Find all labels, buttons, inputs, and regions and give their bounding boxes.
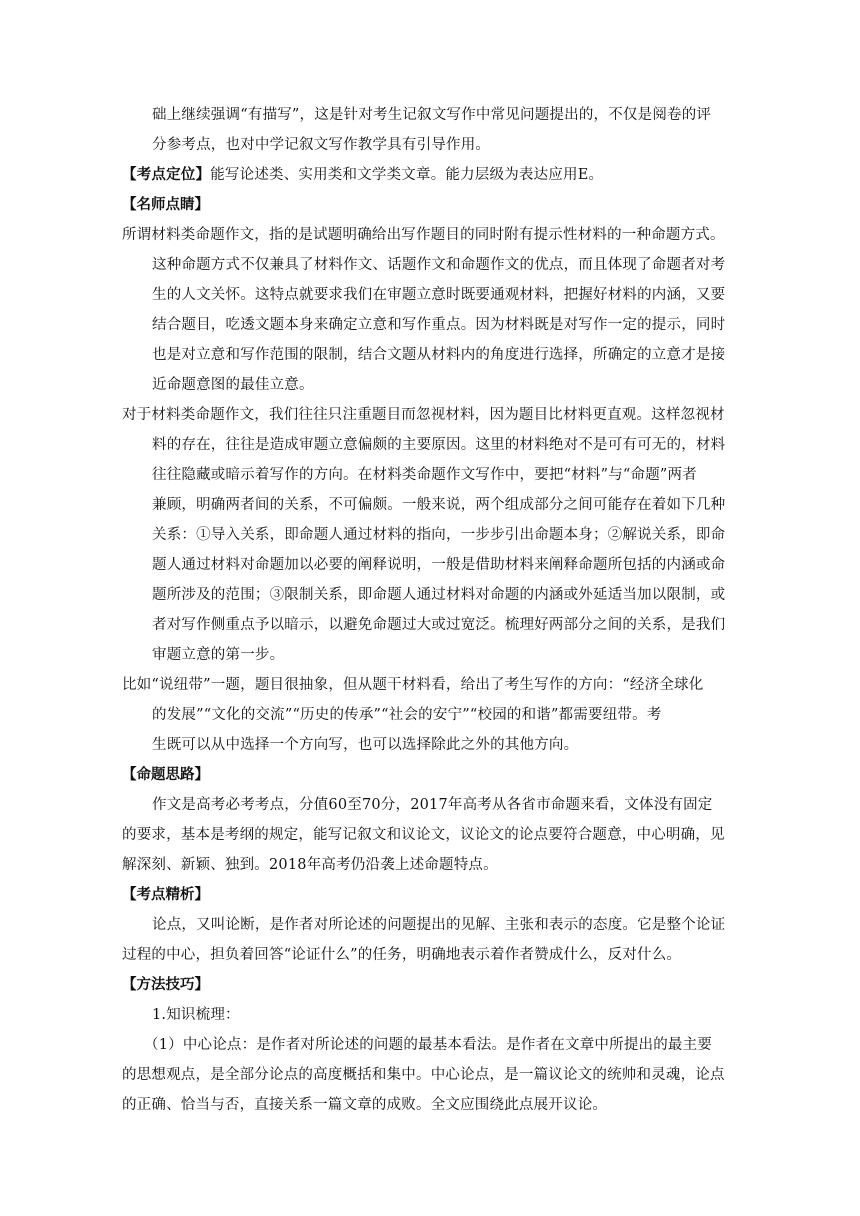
text-line: 的思想观点，是全部分论点的高度概括和集中。中心论点，是一篇议论文的统帅和灵魂，论点 bbox=[122, 1067, 725, 1083]
text-line: 题人通过材料对命题加以必要的阐释说明，一般是借助材料来阐释命题所包括的内涵或命 bbox=[152, 557, 726, 573]
paragraph-6 bbox=[122, 1030, 744, 1120]
paragraph-3 bbox=[122, 670, 744, 760]
text-line: 生既可以从中选择一个方向写，也可以选择除此之外的其他方向。 bbox=[152, 737, 579, 753]
list-item-1 bbox=[122, 1000, 744, 1030]
kaodian-jingxi-heading: 【考点精析】 bbox=[122, 886, 209, 903]
text-line: 关系：①导入关系，即命题人通过材料的指向，一步步引出命题本身；②解说关系，即命 bbox=[152, 527, 726, 543]
text-line: 也是对立意和写作范围的限制，结合文题从材料内的角度进行选择，所确定的立意才是接 bbox=[152, 347, 726, 363]
intro-paragraph bbox=[122, 100, 744, 160]
text-line: 审题立意的第一步。 bbox=[152, 647, 285, 663]
text-line: 的要求，基本是考纲的规定，能写记叙文和议论文，议论文的论点要符合题意，中心明确，见 bbox=[122, 827, 725, 843]
paragraph-4 bbox=[122, 790, 744, 880]
text-line: 者对写作侧重点予以暗示，以避免命题过大或过宽泛。梳理好两部分之间的关系，是我们 bbox=[152, 617, 726, 633]
text-line: 生的人文关怀。这特点就要求我们在审题立意时既要通观材料，把握好材料的内涵，又要 bbox=[152, 287, 726, 303]
text-line: 础上继续强调“有描写”，这是针对考生记叙文写作中常见问题提出的，不仅是阅卷的评 bbox=[152, 107, 712, 123]
text-line: 近命题意图的最佳立意。 bbox=[152, 377, 314, 393]
text-line: （1）中心论点：是作者对所论述的问题的最基本看法。是作者在文章中所提出的最主要 bbox=[144, 1037, 713, 1053]
paragraph-1 bbox=[122, 220, 744, 400]
text-line: 往往隐藏或暗示着写作的方向。在材料类命题作文写作中，要把“材料”与“命题”两者 bbox=[152, 467, 697, 483]
text-line: 兼顾，明确两者间的关系，不可偏颇。一般来说，两个组成部分之间可能存在着如下几种 bbox=[152, 497, 726, 513]
mingshi-heading: 【名师点睛】 bbox=[122, 196, 209, 213]
text-line: 题所涉及的范围；③限制关系，即命题人通过材料对命题的内涵或外延适当加以限制，或 bbox=[152, 587, 726, 603]
section-label: 【考点定位】 bbox=[122, 166, 211, 183]
text-line: 料的存在，往往是造成审题立意偏颇的主要原因。这里的材料绝对不是可有可无的，材料 bbox=[152, 437, 726, 453]
text-line: 解深刻、新颖、独到。2018年高考仍沿袭上述命题特点。 bbox=[122, 857, 498, 873]
text-line: 分参考点，也对中学记叙文写作教学具有引导作用。 bbox=[152, 137, 491, 153]
paragraph-2 bbox=[122, 400, 744, 670]
text-line: 比如“说纽带”一题，题目很抽象，但从题干材料看，给出了考生写作的方向：“经济全球化 bbox=[122, 677, 704, 693]
text-line: 对于材料类命题作文，我们往往只注重题目而忽视材料，因为题目比材料更直观。这样忽视材 bbox=[122, 407, 725, 423]
text-line: 的正确、恰当与否，直接关系一篇文章的成败。全文应围绕此点展开议论。 bbox=[122, 1097, 608, 1113]
section-text: 能写论述类、实用类和文学类文章。能力层级为表达应用E。 bbox=[210, 167, 604, 183]
text-line: 的发展”“文化的交流”“历史的传承”“社会的安宁”“校园的和谐”都需要纽带。考 bbox=[152, 707, 662, 723]
text-line: 作文是高考必考考点，分值60至70分，2017年高考从各省市命题来看，文体没有固定 bbox=[152, 797, 713, 813]
text-line: 所谓材料类命题作文，指的是试题明确给出写作题目的同时附有提示性材料的一种命题方式。 bbox=[122, 227, 725, 243]
text-line: 结合题目，吃透文题本身来确定立意和写作重点。因为材料既是对写作一定的提示，同时 bbox=[152, 317, 726, 333]
paragraph-5 bbox=[122, 910, 744, 970]
text-line: 过程的中心，担负着回答“论证什么”的任务，明确地表示着作者赞成什么，反对什么。 bbox=[122, 947, 682, 963]
text-line: 论点，又叫论断，是作者对所论述的问题提出的见解、主张和表示的态度。它是整个论证 bbox=[152, 917, 726, 933]
text-line: 这种命题方式不仅兼具了材料作文、话题作文和命题作文的优点，而且体现了命题者对考 bbox=[152, 257, 726, 273]
fangfa-heading: 【方法技巧】 bbox=[122, 976, 209, 993]
text-line: 1.知识梳理： bbox=[152, 1007, 240, 1023]
mingti-heading: 【命题思路】 bbox=[122, 766, 209, 783]
kaodian-dingwei-line bbox=[122, 160, 744, 190]
